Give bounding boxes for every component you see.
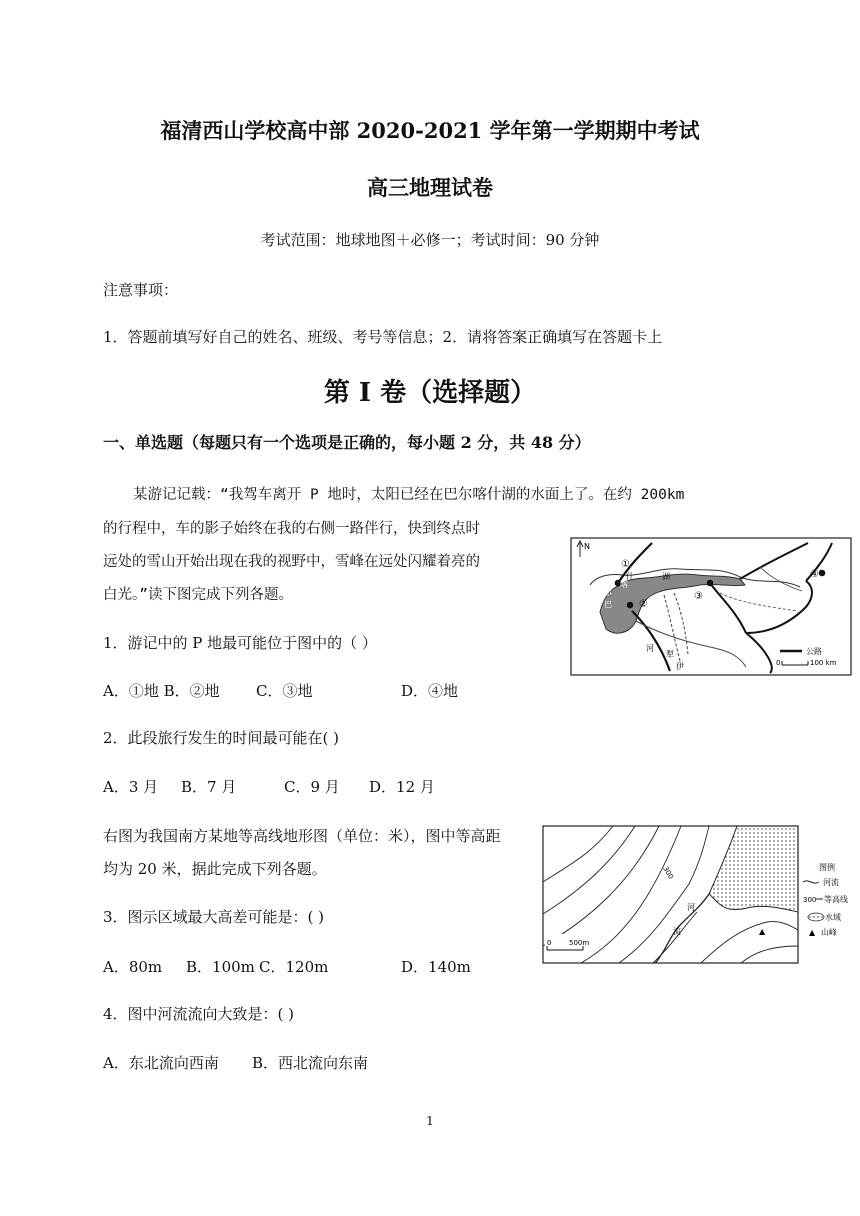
legend-peak-icon: ▲ <box>809 928 816 937</box>
legend-road-label: 公路 <box>806 647 822 656</box>
q3-option-c: C．120m <box>259 958 329 976</box>
contour-label: 300 <box>661 865 675 881</box>
river-char-he: 河 <box>687 903 695 912</box>
q1-stem: 1．游记中的 P 地最可能位于图中的（ ） <box>103 634 377 652</box>
q2-option-a: A．3 月 <box>103 778 159 796</box>
river-char-liu: 流 <box>673 927 681 936</box>
legend-contour: 等高线 <box>824 895 848 904</box>
q2-stem: 2．此段旅行发生的时间最可能在( ) <box>103 729 340 747</box>
peak-icon: ▲ <box>759 927 766 936</box>
passage1-line3: 远处的雪山开始出现在我的视野中，雪峰在远处闪耀着亮的 <box>103 554 480 570</box>
marker-3: ③ <box>694 591 703 602</box>
marker-1-left: ① <box>621 559 630 570</box>
q4-stem: 4．图中河流流向大致是：( ) <box>103 1005 295 1023</box>
q2-option-d: D．12 月 <box>369 778 435 796</box>
page-number: 1 <box>426 1114 434 1128</box>
river-char-2: 犁 <box>666 650 674 659</box>
lake-char-5: 湖 <box>662 572 670 581</box>
river-char-1: 河 <box>646 644 654 653</box>
scale-end: 500m <box>569 939 590 947</box>
river-char-3: 伊 <box>676 662 684 671</box>
paper-subtitle: 高三地理试卷 <box>367 175 493 200</box>
q3-option-a: A．80m <box>103 958 163 976</box>
q2-option-c: C．9 月 <box>284 778 340 796</box>
lake-char-3: 喀 <box>620 580 628 589</box>
legend-water: 水域 <box>825 913 841 922</box>
notice-label: 注意事项： <box>103 281 179 299</box>
q3-option-d: D．140m <box>401 958 471 976</box>
marker-2: ② <box>639 599 648 610</box>
passage2-line1: 右图为我国南方某地等高线地形图（单位：米），图中等高距 <box>103 827 501 845</box>
lake-char-4: 什 <box>626 572 634 581</box>
section-title: 第 I 卷（选择题） <box>323 378 537 408</box>
q4-option-b: B．西北流向东南 <box>252 1054 369 1072</box>
section-heading: 一、单选题（每题只有一个选项是正确的，每小题 2 分，共 48 分） <box>103 433 591 452</box>
legend-peak: 山峰 <box>821 928 837 937</box>
notice-text: 1．答题前填写好自己的姓名、班级、考号等信息；2．请将答案正确填写在答题卡上 <box>103 328 663 346</box>
q4-option-a: A．东北流向西南 <box>103 1054 219 1072</box>
scale-start: 0 <box>547 939 552 947</box>
q3-option-b: B．100m <box>186 958 255 976</box>
legend-river-icon <box>803 881 819 883</box>
legend-title: 图例 <box>819 863 835 872</box>
scale-start: 0 <box>776 659 781 667</box>
q3-stem: 3．图示区域最大高差可能是：( ) <box>103 908 325 926</box>
passage1-line4: 白光。”读下图完成下列各题。 <box>103 587 293 603</box>
marker-4: ④ <box>810 569 819 580</box>
q1-option-c: C．③地 <box>256 682 313 700</box>
balkhash-map <box>570 537 852 677</box>
legend-contour-num: 300 <box>803 896 817 904</box>
legend-water-icon <box>808 913 824 921</box>
q1-option-d: D．④地 <box>401 682 459 700</box>
passage1-line1: 某游记记载：“我驾车离开 P 地时，太阳已经在巴尔喀什湖的水面上了。在约 200km <box>133 487 685 503</box>
exam-title: 福清西山学校高中部 2020-2021 学年第一学期期中考试 <box>160 118 700 143</box>
exam-info: 考试范围：地球地图＋必修一；考试时间：90 分钟 <box>260 231 600 249</box>
q2-option-b: B．7 月 <box>181 778 237 796</box>
north-label: N <box>584 542 590 551</box>
passage1-line2: 的行程中，车的影子始终在我的右侧一路伴行，快到终点时 <box>103 521 480 537</box>
passage2-line2: 均为 20 米，据此完成下列各题。 <box>103 860 327 878</box>
q1-option-ab: A．①地 B．②地 <box>103 682 220 700</box>
legend-river: 河流 <box>823 878 839 887</box>
scale-end: 100 km <box>810 659 837 667</box>
lake-char-1: 巴 <box>604 600 612 609</box>
contour-map <box>541 824 856 966</box>
lake-char-2: 尔 <box>604 588 612 597</box>
